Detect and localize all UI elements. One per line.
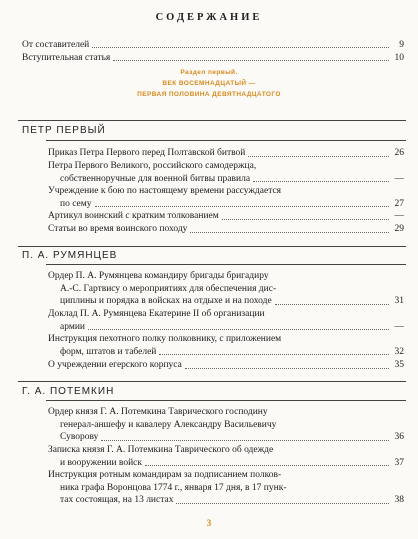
toc-entry-line — [48, 185, 404, 198]
toc-entry-line — [48, 346, 404, 359]
toc-entry[interactable] — [48, 444, 404, 469]
toc-entry-line — [48, 198, 404, 211]
front-matter-title: Вступительная статья — [22, 53, 111, 63]
section-title-2: ВЕК ВОСЕМНАДЦАТЫЙ — — [162, 80, 256, 87]
toc-entry-text: ника графа Воронцова 1774 г., января 17 дня, в 17 пунк- — [60, 482, 287, 493]
toc-entry-line — [48, 295, 404, 308]
toc-entry-text: Инструкция ротным командирам за подписанием полков- — [48, 470, 282, 480]
section-title-3: ПЕРВАЯ ПОЛОВИНА ДЕВЯТНАДЦАТОГО — [137, 91, 281, 98]
toc-entry-text: Артикул воинский с кратким толкованием — [48, 211, 219, 221]
toc-entry-page: 31 — [394, 296, 404, 307]
dot-leader — [248, 156, 389, 157]
dot-leader — [253, 181, 389, 182]
toc-entry-line — [48, 457, 404, 470]
toc-entry-text: Учреждение к бою по настоящему времени рассуждается — [48, 186, 282, 196]
toc-entry[interactable] — [48, 210, 404, 223]
author-rule — [46, 140, 406, 141]
toc-entry-page: 29 — [394, 224, 404, 234]
dot-leader — [176, 503, 389, 504]
front-matter-row[interactable] — [22, 53, 404, 64]
toc-entry-line — [48, 469, 404, 482]
toc-entry-line — [48, 431, 404, 444]
front-matter-row[interactable] — [22, 40, 404, 51]
toc-entry[interactable] — [48, 160, 404, 185]
toc-entry-text: Статьи во время воинского походу — [48, 224, 188, 234]
toc-entry[interactable] — [48, 308, 404, 333]
toc-entry-line — [48, 308, 404, 321]
toc-entry-line — [48, 270, 404, 283]
dot-leader — [113, 59, 389, 61]
dot-leader — [159, 354, 389, 355]
section-title-1: Раздел первый. — [180, 69, 238, 76]
dot-leader — [88, 329, 389, 330]
toc-entry-text: А.-С. Гартвису о мероприятиях для обеспечения дис- — [60, 283, 277, 294]
toc-entry-text: форм, штатов и табелей — [60, 346, 157, 357]
toc-entry[interactable] — [48, 185, 404, 210]
toc-entry-text: Записка князя Г. А. Потемкина Таврического об одежде — [48, 445, 274, 455]
toc-entry-line — [48, 223, 404, 236]
toc-entry-page: 38 — [394, 495, 404, 506]
author-heading: ПЕТР ПЕРВЫЙ — [22, 125, 106, 136]
toc-entry[interactable] — [48, 223, 404, 236]
dot-leader — [185, 368, 389, 369]
section-rule — [18, 246, 406, 247]
dot-leader — [190, 232, 389, 233]
toc-entry-line — [48, 333, 404, 346]
toc-entry-page: 27 — [394, 198, 404, 209]
toc-entry[interactable] — [48, 469, 404, 507]
toc-entry-page: — — [394, 211, 404, 221]
author-rule — [46, 400, 406, 401]
dot-leader — [95, 206, 389, 207]
toc-entry-text: Ордер П. А. Румянцева командиру бригады бригадиру — [48, 271, 269, 281]
toc-entry-line — [48, 321, 404, 334]
toc-entry-text: О учреждении егерского корпуса — [48, 360, 182, 370]
toc-entry-text: циплины и порядка в войсках на отдыхе и на походе — [60, 296, 272, 307]
author-heading: Г. А. ПОТЕМКИН — [22, 386, 115, 397]
toc-entry-line — [48, 210, 404, 223]
author-heading: П. А. РУМЯНЦЕВ — [22, 250, 118, 261]
toc-entry-page: 35 — [394, 360, 404, 370]
toc-entry-page: — — [394, 173, 404, 184]
toc-entry-text: Петра Первого Великого, российского самодержца, — [48, 161, 257, 171]
toc-entry-text: Доклад П. А. Румянцева Екатерине II об организации — [48, 309, 265, 319]
toc-entry-text: армии — [60, 321, 86, 332]
toc-entry[interactable] — [48, 359, 404, 372]
toc-heading: СОДЕРЖАНИЕ — [155, 12, 263, 23]
toc-entry[interactable] — [48, 333, 404, 358]
toc-entry-line — [48, 482, 404, 495]
front-matter-page: 10 — [394, 53, 404, 63]
toc-entry-text: Приказ Петра Первого перед Полтавской битвой — [48, 148, 246, 158]
toc-entry[interactable] — [48, 406, 404, 444]
dot-leader — [275, 304, 389, 305]
toc-entry-page: 36 — [394, 432, 404, 443]
toc-entry-page: 37 — [394, 457, 404, 468]
toc-entry-page: 26 — [394, 148, 404, 158]
toc-entry-line — [48, 283, 404, 296]
toc-entry-page: 32 — [394, 346, 404, 357]
dot-leader — [145, 465, 389, 466]
toc-entry-line — [48, 406, 404, 419]
toc-entry-text: Инструкция пехотного полку полковнику, с приложением — [48, 334, 282, 344]
toc-entry-text: и вооружении войск — [60, 457, 142, 468]
toc-entry-text: Ордер князя Г. А. Потемкина Таврического господину — [48, 407, 268, 417]
toc-entry-line — [48, 160, 404, 173]
toc-entry-text: генерал-аншефу и кавалеру Александру Васильевичу — [60, 419, 277, 430]
front-matter-title: От составителей — [22, 40, 90, 50]
section-rule — [18, 381, 406, 382]
toc-entry-line — [48, 147, 404, 160]
toc-entry-text: собственноручные для военной битвы правила — [60, 173, 251, 184]
author-rule — [46, 264, 406, 265]
front-matter-page: 9 — [399, 40, 404, 50]
page-number: 3 — [206, 518, 212, 528]
section-rule — [18, 120, 406, 121]
toc-entry-line — [48, 359, 404, 372]
toc-entry-text: тах состоящая, на 13 листах — [60, 495, 174, 506]
dot-leader — [101, 440, 389, 441]
toc-entry-text: по сему — [60, 198, 92, 209]
toc-entry[interactable] — [48, 270, 404, 308]
toc-entry-text: Суворову — [60, 432, 99, 443]
dot-leader — [92, 46, 389, 48]
toc-entry-line — [48, 173, 404, 186]
toc-entry[interactable] — [48, 147, 404, 160]
toc-entry-line — [48, 444, 404, 457]
toc-entry-line — [48, 419, 404, 432]
toc-entry-line — [48, 494, 404, 507]
toc-entry-page: — — [394, 321, 404, 332]
dot-leader — [222, 219, 389, 220]
